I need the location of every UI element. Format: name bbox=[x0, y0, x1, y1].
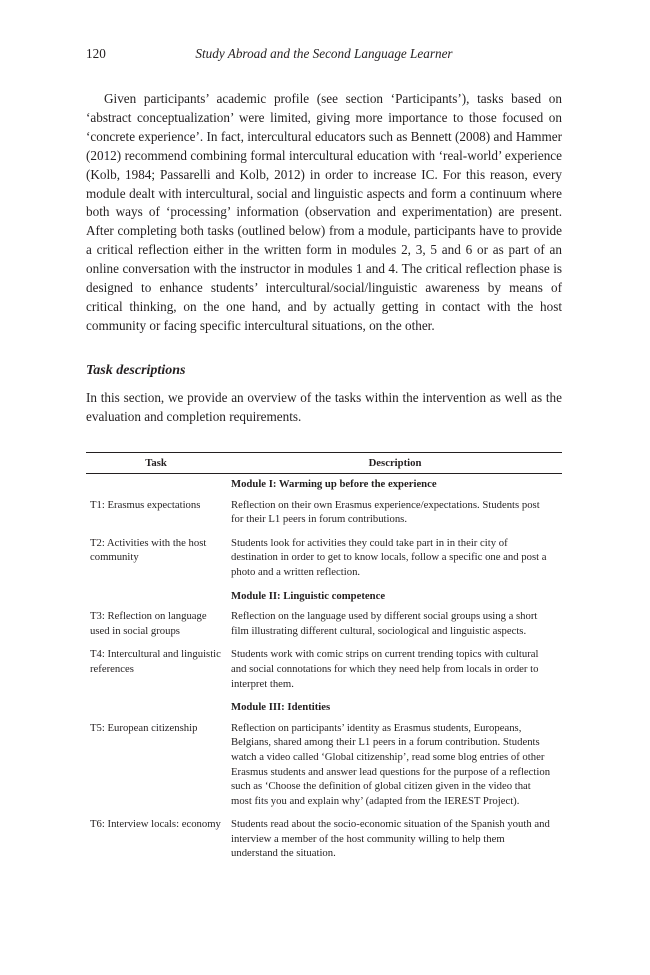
table-row bbox=[86, 814, 562, 867]
table-row bbox=[86, 644, 562, 697]
task-cell: T3: Reflection on language used in social groups bbox=[90, 610, 207, 637]
table-row bbox=[86, 533, 562, 586]
description-cell: Students read about the socio-economic situation of the Spanish youth and interview a member of the host community willing to help them understand the situation. bbox=[231, 818, 550, 860]
page-number: 120 bbox=[86, 46, 106, 61]
module-title: Module I: Warming up before the experience bbox=[231, 478, 437, 490]
table-header bbox=[86, 452, 562, 474]
column-header-task: Task bbox=[145, 457, 167, 469]
task-cell: T2: Activities with the host community bbox=[90, 536, 207, 564]
task-cell: T5: European citizenship bbox=[90, 721, 198, 734]
task-table bbox=[86, 452, 562, 867]
description-cell: Students look for activities they could take part in in their city of destination in order to get to know locals, follow a specific one and post a photo and a written reflection. bbox=[231, 536, 547, 578]
body-paragraph: In this section, we provide an overview of the tasks within the intervention as well as the evaluation and completion requirements. bbox=[86, 390, 562, 424]
running-title: Study Abroad and the Second Language Learner bbox=[195, 46, 453, 61]
description-cell: Students work with comic strips on current trending topics with cultural and social connotations for which they need help from locals in order to interpret them. bbox=[231, 648, 539, 690]
table-row bbox=[86, 606, 562, 644]
task-cell: T4: Intercultural and linguistic references bbox=[90, 648, 221, 675]
column-header-description: Description bbox=[368, 457, 422, 469]
description-cell: Reflection on their own Erasmus experience/expectations. Students post for their L1 peers in forum contributions. bbox=[231, 498, 540, 526]
description-cell: Reflection on the language used by different social groups using a short film illustrating different cultural, sociological and linguistic aspects. bbox=[231, 610, 538, 637]
module-title: Module II: Linguistic competence bbox=[231, 589, 386, 602]
table-row bbox=[86, 495, 562, 533]
body-paragraph: Given participants’ academic profile (see section ‘Participants’), tasks based on ‘abstract conceptualization’ were limited, giving more importance to those focused on ‘concrete experience’. In fact, intercultural educators such as Bennett (2008) and Hammer (2012) recommend combining formal intercultural education with ‘real-world’ experience (Kolb, 1984; Passarelli and Kolb, 2012) in order to increase IC. For this reason, every module dealt with intercultural, social and linguistic aspects and form a continuum where both ways of ‘processing’ information (observation and experimentation) are present. After completing both tasks (outlined below) from a module, participants have to provide a critical reflection either in the written form in modules 2, 3, 5 and 6 or as part of an online conversation with the instructor in modules 1 and 4. The critical reflection phase is designed to enhance students’ intercultural/social/linguistic awareness by means of critical thinking, on the one hand, and by actually getting in contact with the host community or facing specific intercultural situations, on the other. bbox=[86, 91, 562, 333]
table-row bbox=[86, 718, 562, 815]
section-heading: Task descriptions bbox=[86, 363, 186, 378]
module-title: Module III: Identities bbox=[231, 701, 331, 714]
running-head bbox=[86, 46, 562, 64]
task-cell: T1: Erasmus expectations bbox=[90, 498, 201, 511]
task-cell: T6: Interview locals: economy bbox=[90, 818, 221, 831]
description-cell: Reflection on participants’ identity as Erasmus students, Europeans, Belgians, shared among their L1 peers in a forum contribution. Students watch a video called ‘Global citizenship’, read some blog entries of other Erasmus students and answer lead questions for the purpose of a reflection such as ‘Choose the definition of global citizen given in the video that most fits you and explain why’ (adapted from the IEREST Project). bbox=[231, 721, 551, 807]
